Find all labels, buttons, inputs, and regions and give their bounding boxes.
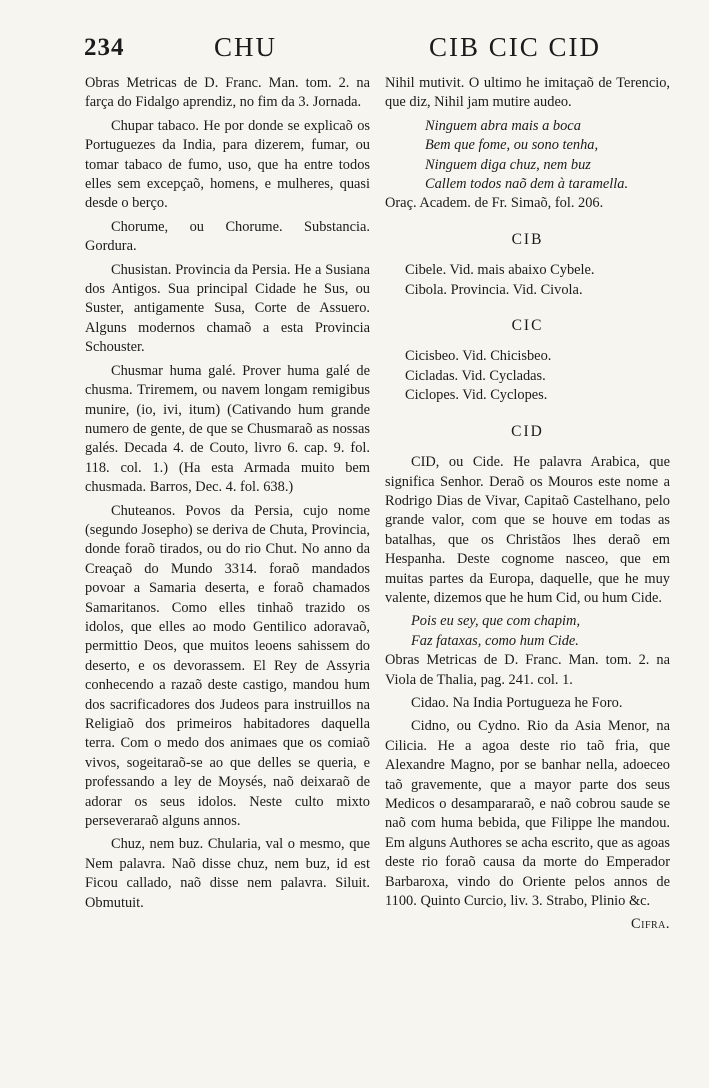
entry-chusistan: Chusistan. Provincia da Persia. He a Susiana dos Antigos. Sua principal Cidade he Sus, ou Suster, antigamente Susa, Corte de Assuero. Alguns modernos chamaõ a esta Provincia Schouster. xyxy=(85,261,370,356)
right-column xyxy=(385,74,670,935)
verse-line: Pois eu sey, que com chapim, xyxy=(411,613,581,630)
entry-cidno: Cidno, ou Cydno. Rio da Asia Menor, na Cilicia. He a agoa deste rio taõ fria, que Alexandre Magno, por se banhar nella, adoeceo taõ gravemente, que a mayor parte dos seus Medicos o desampararaõ, e naõ cobrou saude se naõ com huma bebida, que Filippe lhe mandou. Em alguns Authores se acha escrito, que as agoas deste rio foraõ causa da morte do Emperador Barbaroxa, vindo do Oriente pelos annos de 1100. Quinto Curcio, liv. 3. Strabo, Plinio &c. xyxy=(385,718,670,910)
section-heading-cic: CIC xyxy=(511,317,544,335)
verse-line: Faz fataxas, como hum Cide. xyxy=(411,632,579,649)
verse-line: Ninguem abra mais a boca xyxy=(425,117,581,134)
verse-line: Ninguem diga chuz, nem buz xyxy=(425,156,591,173)
entry-continuation-right: Nihil mutivit. O ultimo he imitaçaõ de Terencio, que diz, Nihil jam mutire audeo. xyxy=(385,75,670,111)
entry-chupar-tabaco: Chupar tabaco. He por donde se explicaõ os Portuguezes da India, para dizerem, fumar, ou tomar tabaco de fumo, uso, que ha entre todos elles sem excepçaõ, homens, e mulheres, quasi desde o berço. xyxy=(85,117,370,212)
section-heading-cid: CID xyxy=(511,422,544,440)
entry-chusmar: Chusmar huma galé. Prover huma galé de chusma. Triremem, ou navem longam remigibus munire, (io, ivi, itum) (Cativando hum grande numero de gente, de que se Chusmaraõ as nossas galés. Decada 4. de Couto, livro 6. cap. 9. fol. 118. col. 1.) (Ha esta Armada muito bem chusmada. Barros, Dec. 4. fol. 638.) xyxy=(85,362,370,496)
page-number: 234 xyxy=(84,34,125,61)
verse-line: Callem todos naõ dem à taramella. xyxy=(425,176,629,193)
catchword: Cifra. xyxy=(631,916,670,933)
entry-cid: CID, ou Cide. He palavra Arabica, que significa Senhor. Deraõ os Mouros este nome a Rodrigo Dias de Vivar, Capitaõ Castelhano, pelo grande valor, com que se houve em todas as batalhas, que os Christãos lhes deraõ em Hespanha. Deste cognome nasceo, que em muitas partes da Europa, daquelle, que he muy valente, dizemos que he hum Cid, ou hum Cide. xyxy=(385,454,670,606)
verse-line: Bem que fome, ou sono tenha, xyxy=(425,137,599,154)
entry-cibele: Cibele. Vid. mais abaixo Cybele. xyxy=(405,262,595,279)
running-head-left: CHU xyxy=(214,32,278,62)
entry-ciclopes: Ciclopes. Vid. Cyclopes. xyxy=(405,387,548,404)
entry-continuation: Obras Metricas de D. Franc. Man. tom. 2. na farça do Fidalgo aprendiz, no fim da 3. Jornada. xyxy=(85,75,370,111)
entry-cibola: Cibola. Provincia. Vid. Civola. xyxy=(405,281,583,298)
section-heading-cib: CIB xyxy=(511,230,544,248)
entry-chuz-nem-buz: Chuz, nem buz. Chularia, val o mesmo, que Nem palavra. Naõ disse chuz, nem buz, id est Ficou callado, naõ disse nem palavra. Siluit. Obmutuit. xyxy=(85,836,370,911)
page-header xyxy=(84,32,673,72)
entry-cicisbeo: Cicisbeo. Vid. Chicisbeo. xyxy=(405,348,552,365)
entry-cidao: Cidao. Na India Portugueza he Foro. xyxy=(411,694,623,711)
running-head-right: CIB CIC CID xyxy=(429,32,602,62)
left-column xyxy=(85,74,370,917)
entry-chorume: Chorume, ou Chorume. Substancia. Gordura. xyxy=(85,218,370,255)
source-citation: Oraç. Academ. de Fr. Simaõ, fol. 206. xyxy=(385,195,604,212)
source-citation: Obras Metricas de D. Franc. Man. tom. 2. na Viola de Thalia, pag. 241. col. 1. xyxy=(385,652,670,688)
entry-cicladas: Cicladas. Vid. Cycladas. xyxy=(405,367,546,384)
entry-chuteanos: Chuteanos. Povos da Persia, cujo nome (segundo Josepho) se deriva de Chuta, Provincia, donde foraõ tirados, ou do rio Chut. No anno da Creaçaõ do Mundo 3314. foraõ mandados povoar a Samaria deserta, e foraõ chamados Samaritanos. Como elles tinhaõ trazido os idolos, que elles ao modo Gentilico adoravaõ, permittio Deos, que muitos leoens sahissem do deserto, e os devorassem. El Rey de Assyria conhecendo a razaõ deste castigo, mandou hum dos sacrificadores dos Judeos para instruillos na Religiaõ dos primeiros habitadores daquella terra. Com o medo dos animaes que os comiaõ vivos, sogeitaraõ-se ao que delles se queria, e professando a ley de Moysés, naõ deixaraõ de adorar os seus idolos. Neste culto mixto perseveraraõ alguns annos. xyxy=(85,502,370,830)
